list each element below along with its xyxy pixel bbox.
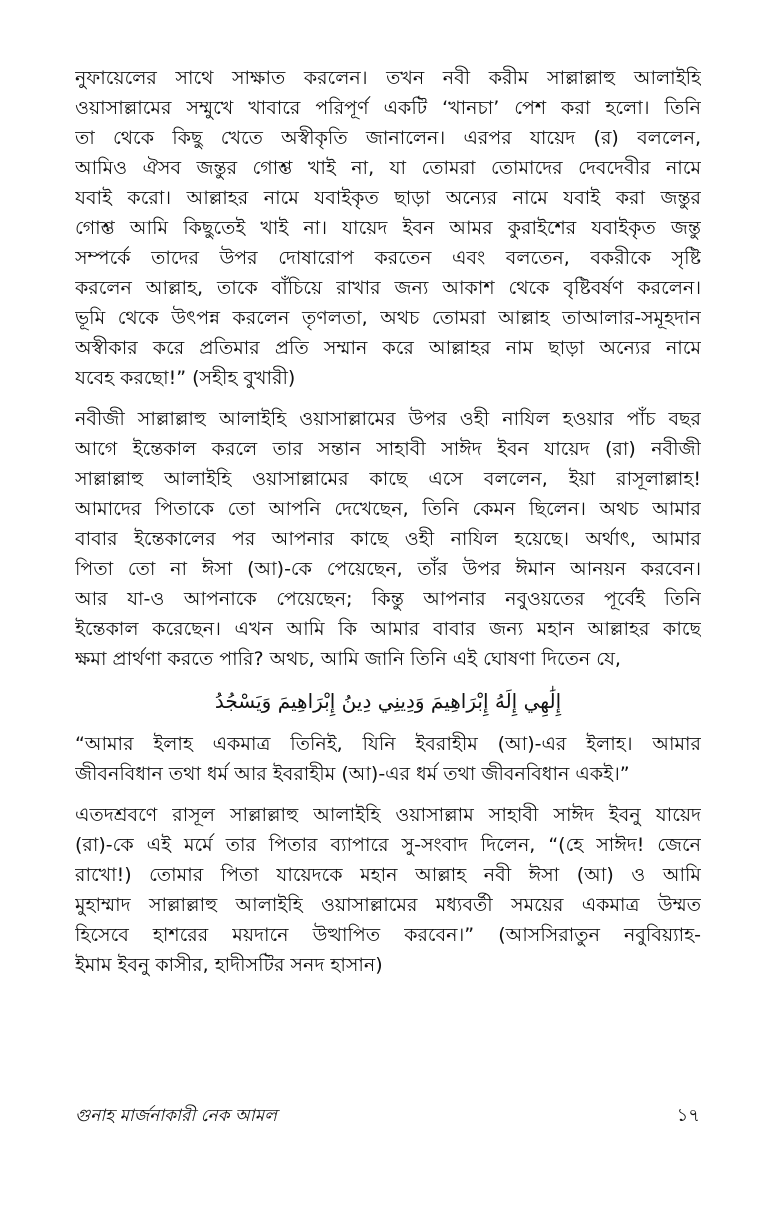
paragraph-1 — [75, 63, 701, 393]
text-line: করলেন আল্লাহ, তাকে বাঁচিয়ে রাখার জন্য আকাশ থেকে বৃষ্টিবর্ষণ করলেন। — [75, 277, 701, 299]
page-number: ১৭ — [676, 1105, 700, 1126]
text-line: রাখো!) তোমার পিতা যায়েদকে মহান আল্লাহ নবী ঈসা (আ) ও আমি — [75, 864, 701, 886]
text-line: সম্পর্কে তাদের উপর দোষারোপ করতেন এবং বলতেন, বকরীকে সৃষ্টি — [75, 247, 701, 269]
text-line: হিসেবে হাশরের ময়দানে উত্থাপিত করবেন।” (আসসিরাতুন নবুবিয়্যাহ- — [75, 924, 701, 946]
closing-paragraph — [75, 800, 701, 980]
page-body — [75, 63, 701, 991]
text-line: গোশ্ত আমি কিছুতেই খাই না। যায়েদ ইবন আমর কুরাইশের যবাইকৃত জন্তু — [75, 217, 701, 239]
text-line: মুহাম্মাদ সাল্লাল্লাহু আলাইহি ওয়াসাল্লামের মধ্যবর্তী সময়ের একমাত্র উম্মত — [75, 894, 701, 916]
text-line: ক্ষমা প্রার্থণা করতে পারি? অথচ, আমি জানি তিনি এই ঘোষণা দিতেন যে, — [75, 648, 621, 670]
text-line: নবীজী সাল্লাল্লাহু আলাইহি ওয়াসাল্লামের উপর ওহী নাযিল হওয়ার পাঁচ বছর — [75, 408, 701, 430]
text-line: ইমাম ইবনু কাসীর, হাদীসটির সনদ হাসান) — [75, 954, 383, 976]
text-line: আমাদের পিতাকে তো আপনি দেখেছেন, তিনি কেমন ছিলেন। অথচ আমার — [75, 498, 701, 520]
quote-paragraph — [75, 729, 701, 789]
text-line: পিতা তো না ঈসা (আ)-কে পেয়েছেন, তাঁর উপর ঈমান আনয়ন করবেন। — [75, 558, 701, 580]
text-line: এতদশ্রবণে রাসূল সাল্লাল্লাহু আলাইহি ওয়াসাল্লাম সাহাবী সাঈদ ইবনু যায়েদ — [75, 804, 701, 826]
text-line: আর যা-ও আপনাকে পেয়েছেন; কিন্তু আপনার নবুওয়তের পূর্বেই তিনি — [75, 588, 701, 610]
paragraph-2 — [75, 404, 701, 674]
text-line: অস্বীকার করে প্রতিমার প্রতি সম্মান করে আল্লাহর নাম ছাড়া অন্যের নামে — [75, 337, 701, 359]
text-line: জীবনবিধান তথা ধর্ম আর ইবরাহীম (আ)-এর ধর্ম তথা জীবনবিধান একই।” — [75, 763, 630, 785]
text-line: (রা)-কে এই মর্মে তার পিতার ব্যাপারে সু-সংবাদ দিলেন, “(হে সাঈদ! জেনে — [75, 834, 701, 856]
text-line: আগে ইন্তেকাল করলে তার সন্তান সাহাবী সাঈদ ইবন যায়েদ (রা) নবীজী — [75, 438, 701, 460]
text-line: “আমার ইলাহ একমাত্র তিনিই, যিনি ইবরাহীম (আ)-এর ইলাহ। আমার — [75, 733, 701, 755]
arabic-verse: إِلَٰهِي إِلَهُ إِبْرَاهِيمَ وَدِينِي دِينُ إِبْرَاهِيمَ وَيَسْجُدُ — [214, 689, 562, 713]
text-line: যবাই করো। আল্লাহর নামে যবাইকৃত ছাড়া অন্যের নামে যবাই করা জন্তুর — [75, 187, 701, 209]
text-line: সাল্লাল্লাহু আলাইহি ওয়াসাল্লামের কাছে এসে বললেন, ইয়া রাসূলাল্লাহ! — [75, 468, 701, 490]
text-line: তা থেকে কিছু খেতে অস্বীকৃতি জানালেন। এরপর যায়েদ (র) বললেন, — [75, 127, 701, 149]
running-footer-book-title: গুনাহ মার্জনাকারী নেক আমল — [75, 1106, 277, 1126]
text-line: ইন্তেকাল করেছেন। এখন আমি কি আমার বাবার জন্য মহান আল্লাহর কাছে — [75, 618, 701, 640]
text-line: আমিও ঐসব জন্তুর গোশ্ত খাই না, যা তোমরা তোমাদের দেবদেবীর নামে — [75, 157, 701, 179]
text-line: বাবার ইন্তেকালের পর আপনার কাছে ওহী নাযিল হয়েছে। অর্থাৎ, আমার — [75, 528, 701, 550]
text-line: ওয়াসাল্লামের সম্মুখে খাবারে পরিপূর্ণ একটি ‘খানচা’ পেশ করা হলো। তিনি — [75, 97, 701, 119]
text-line: ভূমি থেকে উৎপন্ন করলেন তৃণলতা, অথচ তোমরা আল্লাহ তাআলার-সমূহদান — [75, 307, 701, 329]
text-line: নুফায়েলের সাথে সাক্ষাত করলেন। তখন নবী করীম সাল্লাল্লাহু আলাইহি — [75, 67, 701, 89]
text-line: যবেহ করছো!” (সহীহ বুখারী) — [75, 367, 296, 389]
